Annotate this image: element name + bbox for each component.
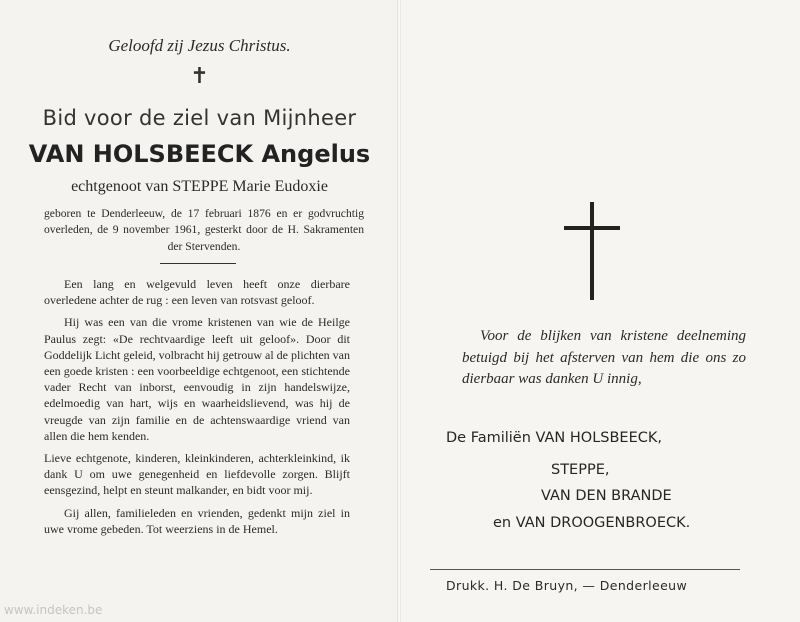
printer-credit: Drukk. H. De Bruyn, — Denderleeuw bbox=[446, 578, 688, 593]
family-line: STEPPE, bbox=[551, 462, 610, 478]
watermark: www.indeken.be bbox=[4, 603, 103, 617]
family-line: De Familiën VAN HOLSBEECK, bbox=[446, 430, 662, 446]
deceased-name: VAN HOLSBEECK Angelus bbox=[28, 140, 371, 168]
paragraph: Lieve echtgenote, kinderen, kleinkinderen, achterkleinkind, ik dank U om uwe genegenheid en liefdevolle zorgen. Blijft eensgezind, helpt en steunt malkander, en bidt voor mij. bbox=[44, 451, 350, 498]
thanks-text: Voor de blijken van kristene deelneming betuigd bij het afsterven van hem die ons zo dierbaar was danken U innig, bbox=[462, 328, 746, 387]
divider bbox=[160, 263, 236, 264]
memorial-text bbox=[44, 276, 350, 543]
paragraph: Een lang en welgevuld leven heeft onze dierbare overledene achter de rug : een leven van rotsvast geloof. bbox=[44, 277, 350, 308]
paragraph: Hij was een van die vrome kristenen van wie de Heilge Paulus zegt: «De rechtvaardige leeft uit geloof». Door dit Goddelijk Licht geleid, volbracht hij getrouw al de plichten van een goede kristen : een voorbeeldige echtgenoot, een stichtende vader Recht van inborst, eenvoudig in zijn handelswijze, edelmoedig van hart, wijs en waarheidslievend, was hij de vreugde van zijn familie en de achtenswaardige vriend van allen die hem kenden. bbox=[44, 315, 350, 443]
paragraph: Gij allen, familieleden en vrienden, gedenkt mijn ziel in uwe vrome gebeden. Tot weerziens in de Hemel. bbox=[44, 505, 350, 536]
family-line: en VAN DROOGENBROECK. bbox=[493, 515, 691, 531]
headline: Geloofd zij Jezus Christus. bbox=[108, 36, 291, 55]
small-cross-icon: ✝ bbox=[190, 64, 209, 89]
birth-death-info: geboren te Denderleeuw, de 17 februari 1876 en er godvruchtig overleden, de 9 november 1961, gesterkt door de H. Sakramenten der Stervenden. bbox=[44, 207, 364, 253]
spouse-line: echtgenoot van STEPPE Marie Eudoxie bbox=[71, 178, 328, 195]
printer-divider bbox=[430, 569, 740, 570]
prayer-line: Bid voor de ziel van Mijnheer bbox=[42, 106, 357, 130]
page-fold bbox=[397, 0, 401, 622]
cross-icon bbox=[564, 202, 620, 300]
family-line: VAN DEN BRANDE bbox=[541, 488, 672, 504]
